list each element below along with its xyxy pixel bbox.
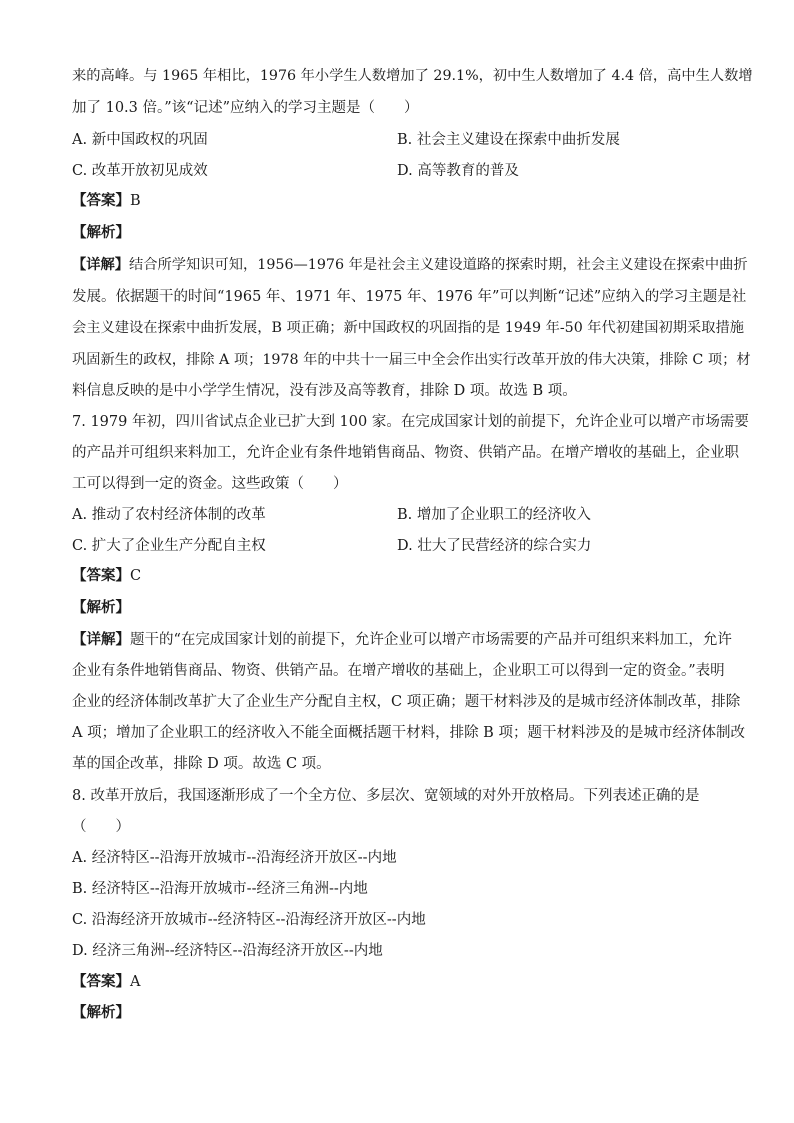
q6-detail-label: 【详解】 — [72, 257, 130, 273]
q6-answer-line — [72, 191, 732, 211]
q6-detail-line-5: 料信息反映的是中小学学生情况，没有涉及高等教育，排除 D 项。故选 B 项。 — [72, 383, 577, 399]
q6-option-c: C. 改革开放初见成效 — [72, 163, 208, 179]
q6-detail-line-1: 【详解】结合所学知识可知，1956—1976 年是社会主义建设道路的探索时期，社会主义建设在探索中曲折 — [72, 257, 748, 273]
q7-answer-label: 【答案】 — [72, 568, 130, 584]
q8-option-a: A. 经济特区--沿海开放城市--沿海经济开放区--内地 — [72, 850, 397, 866]
q8-analysis-label: 【解析】 — [72, 1005, 130, 1021]
q8-answer-label: 【答案】 — [72, 974, 130, 990]
q6-option-b: B. 社会主义建设在探索中曲折发展 — [397, 132, 620, 148]
q7-answer-line — [72, 566, 732, 586]
q7-detail-line-5: 革的国企改革，排除 D 项。故选 C 项。 — [72, 756, 331, 772]
q7-detail-label: 【详解】 — [72, 632, 130, 648]
q8-option-d: D. 经济三角洲--经济特区--沿海经济开放区--内地 — [72, 943, 383, 959]
q7-detail-line-2: 企业有条件地销售商品、物资、供销产品。在增产增收的基础上，企业职工可以得到一定的资金。”表明 — [72, 663, 725, 679]
q8-option-b: B. 经济特区--沿海开放城市--经济三角洲--内地 — [72, 881, 368, 897]
q6-detail-line-4: 巩固新生的政权，排除 A 项；1978 年的中共十一届三中全会作出实行改革开放的伟大决策，排除 C 项；材 — [72, 352, 751, 368]
q6-answer-label: 【答案】 — [72, 193, 130, 209]
q7-answer-value: C — [130, 568, 142, 584]
q8-option-c: C. 沿海经济开放城市--经济特区--沿海经济开放区--内地 — [72, 912, 426, 928]
q8-answer-value: A — [130, 974, 141, 990]
q6-detail-line-3: 会主义建设在探索中曲折发展，B 项正确；新中国政权的巩固指的是 1949 年-50 年代初建国初期采取措施 — [72, 320, 745, 336]
q6-stem-line-1: 来的高峰。与 1965 年相比，1976 年小学生人数增加了 29.1%，初中生人数增加了 4.4 倍，高中生人数增 — [72, 68, 753, 84]
q7-stem-line-2: 的产品并可组织来料加工，允许企业有条件地销售商品、物资、供销产品。在增产增收的基础上，企业职 — [72, 445, 739, 461]
q7-stem-line-1: 7. 1979 年初，四川省试点企业已扩大到 100 家。在完成国家计划的前提下，允许企业可以增产市场需要 — [72, 414, 749, 430]
q7-option-c: C. 扩大了企业生产分配自主权 — [72, 538, 266, 554]
q6-option-a: A. 新中国政权的巩固 — [72, 132, 208, 148]
q7-detail-line-1: 【详解】题干的“在完成国家计划的前提下，允许企业可以增产市场需要的产品并可组织来料加工，允许 — [72, 632, 732, 648]
q7-detail-line-4: A 项；增加了企业职工的经济收入不能全面概括题干材料，排除 B 项；题干材料涉及的是城市经济体制改 — [72, 725, 745, 741]
q6-analysis-label: 【解析】 — [72, 225, 130, 241]
q7-option-a: A. 推动了农村经济体制的改革 — [72, 507, 266, 523]
q6-detail-line-2: 发展。依据题干的时间“1965 年、1971 年、1975 年、1976 年”可以判断“记述”应纳入的学习主题是社 — [72, 289, 747, 305]
q7-detail-line-3: 企业的经济体制改革扩大了企业生产分配自主权，C 项正确；题干材料涉及的是城市经济体制改革，排除 — [72, 694, 741, 710]
q7-analysis-label: 【解析】 — [72, 600, 130, 616]
q7-option-d: D. 壮大了民营经济的综合实力 — [397, 538, 592, 554]
q6-stem-line-2: 加了 10.3 倍。”该“记述”应纳入的学习主题是（ ） — [72, 100, 419, 116]
q7-stem-line-3: 工可以得到一定的资金。这些政策（ ） — [72, 476, 348, 492]
q8-stem-line-1: 8. 改革开放后，我国逐渐形成了一个全方位、多层次、宽领域的对外开放格局。下列表述正确的是 — [72, 788, 700, 804]
q8-answer-line — [72, 972, 732, 992]
q8-stem-line-2: （ ） — [72, 819, 130, 835]
q6-option-d: D. 高等教育的普及 — [397, 163, 519, 179]
q7-option-b: B. 增加了企业职工的经济收入 — [397, 507, 591, 523]
q6-answer-value: B — [130, 193, 141, 209]
